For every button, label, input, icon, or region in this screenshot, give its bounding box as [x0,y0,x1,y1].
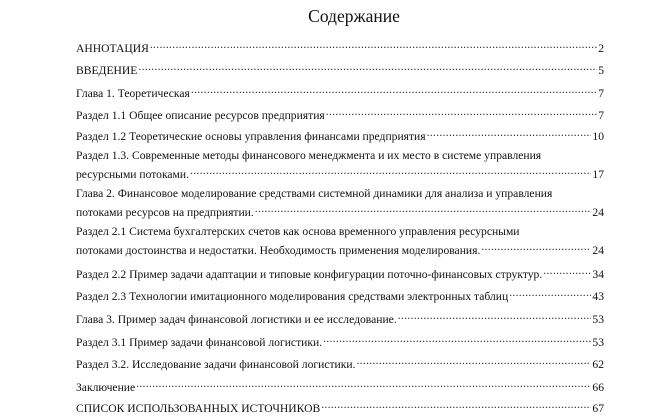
toc-entry-text: Заключение [76,381,136,394]
toc-entry-conclusion[interactable] [76,376,604,394]
toc-entry-text-line1: Глава 2. Финансовое моделирование средствами системной динамики для анализа и управления [76,187,553,200]
toc-entry-introduction[interactable] [76,59,604,77]
dot-leader [135,376,591,391]
dot-leader [190,82,597,97]
toc-entry-text: Раздел 3.1 Пример задачи финансовой логистики. [76,336,323,349]
toc-page-number: 66 [592,381,604,394]
dot-leader [397,308,592,323]
toc-entry-text-line1: Раздел 2.1 Система бухгалтерских счетов как основа временного управления ресурсными [76,225,520,238]
toc-entry-text: ресурсными потоками. [76,168,189,181]
dot-leader [149,37,597,52]
toc-page-number: 24 [592,244,604,257]
dot-leader [322,331,591,346]
toc-entry-section-1-3[interactable] [76,148,604,181]
toc-entry-text: Раздел 3.2. Исследование задачи финансовой логистики. [76,358,356,371]
toc-entry-text: АННОТАЦИЯ [76,42,149,55]
dot-leader [508,285,591,300]
toc-page-number: 5 [598,64,604,77]
toc-entry-text: Глава 1. Теоретическая [76,87,190,100]
toc-entry-text: СПИСОК ИСПОЛЬЗОВАННЫХ ИСТОЧНИКОВ [76,402,321,415]
toc-page-number: 67 [592,402,604,415]
toc-entry-section-2-3[interactable] [76,285,604,303]
toc-entry-text: ВВЕДЕНИЕ [76,64,138,77]
dot-leader [137,59,597,74]
dot-leader [355,353,591,368]
dot-leader [189,163,591,178]
toc-page-number: 53 [592,313,604,326]
toc-page-number: 43 [592,290,604,303]
toc-entry-text: потоками достоинства и недостатки. Необходимость применения моделирования. [76,244,481,257]
toc-entry-section-3-2[interactable] [76,353,604,371]
toc-entry-references[interactable] [76,397,604,415]
dot-leader [480,239,591,254]
dot-leader [320,397,591,412]
dot-leader [542,263,591,278]
toc-entry-chapter-3[interactable] [76,308,604,326]
page-title: Содержание [308,6,400,26]
toc-page-number: 10 [592,130,604,143]
toc-page-number: 34 [592,268,604,281]
toc-page-number: 7 [598,87,604,100]
toc-entry-text: Раздел 1.2 Теоретические основы управления финансами предприятия [76,130,426,143]
toc-entry-text: потоками ресурсов на предприятии. [76,206,254,219]
dot-leader [254,201,592,216]
toc-entry-chapter-2[interactable] [76,186,604,219]
toc-entry-section-3-1[interactable] [76,331,604,349]
dot-leader [426,125,592,140]
toc-page-number: 53 [592,336,604,349]
toc-entry-chapter-1[interactable] [76,82,604,100]
toc-entry-section-1-1[interactable] [76,104,604,122]
toc-page-number: 24 [592,206,604,219]
toc-entry-text-line1: Раздел 1.3. Современные методы финансового менеджмента и их место в системе управления [76,149,542,162]
toc-page-number: 62 [592,358,604,371]
toc-entry-text: Раздел 2.2 Пример задачи адаптации и типовые конфигурации поточно-финансовых структур. [76,268,543,281]
toc-entry-section-2-1[interactable] [76,224,604,257]
toc-entry-text: Глава 3. Пример задач финансовой логистики и ее исследование. [76,313,397,326]
toc-entry-text: Раздел 2.3 Технологии имитационного моделирования средствами электронных таблиц [76,290,509,303]
toc-entry-section-2-2[interactable] [76,263,604,281]
toc-entry-annotation[interactable] [76,37,604,55]
toc-entry-section-1-2[interactable] [76,125,604,143]
toc-entry-text: Раздел 1.1 Общее описание ресурсов предприятия [76,109,325,122]
toc-page-number: 2 [598,42,604,55]
toc-page-number: 17 [592,168,604,181]
dot-leader [325,104,597,119]
toc-page-number: 7 [598,109,604,122]
